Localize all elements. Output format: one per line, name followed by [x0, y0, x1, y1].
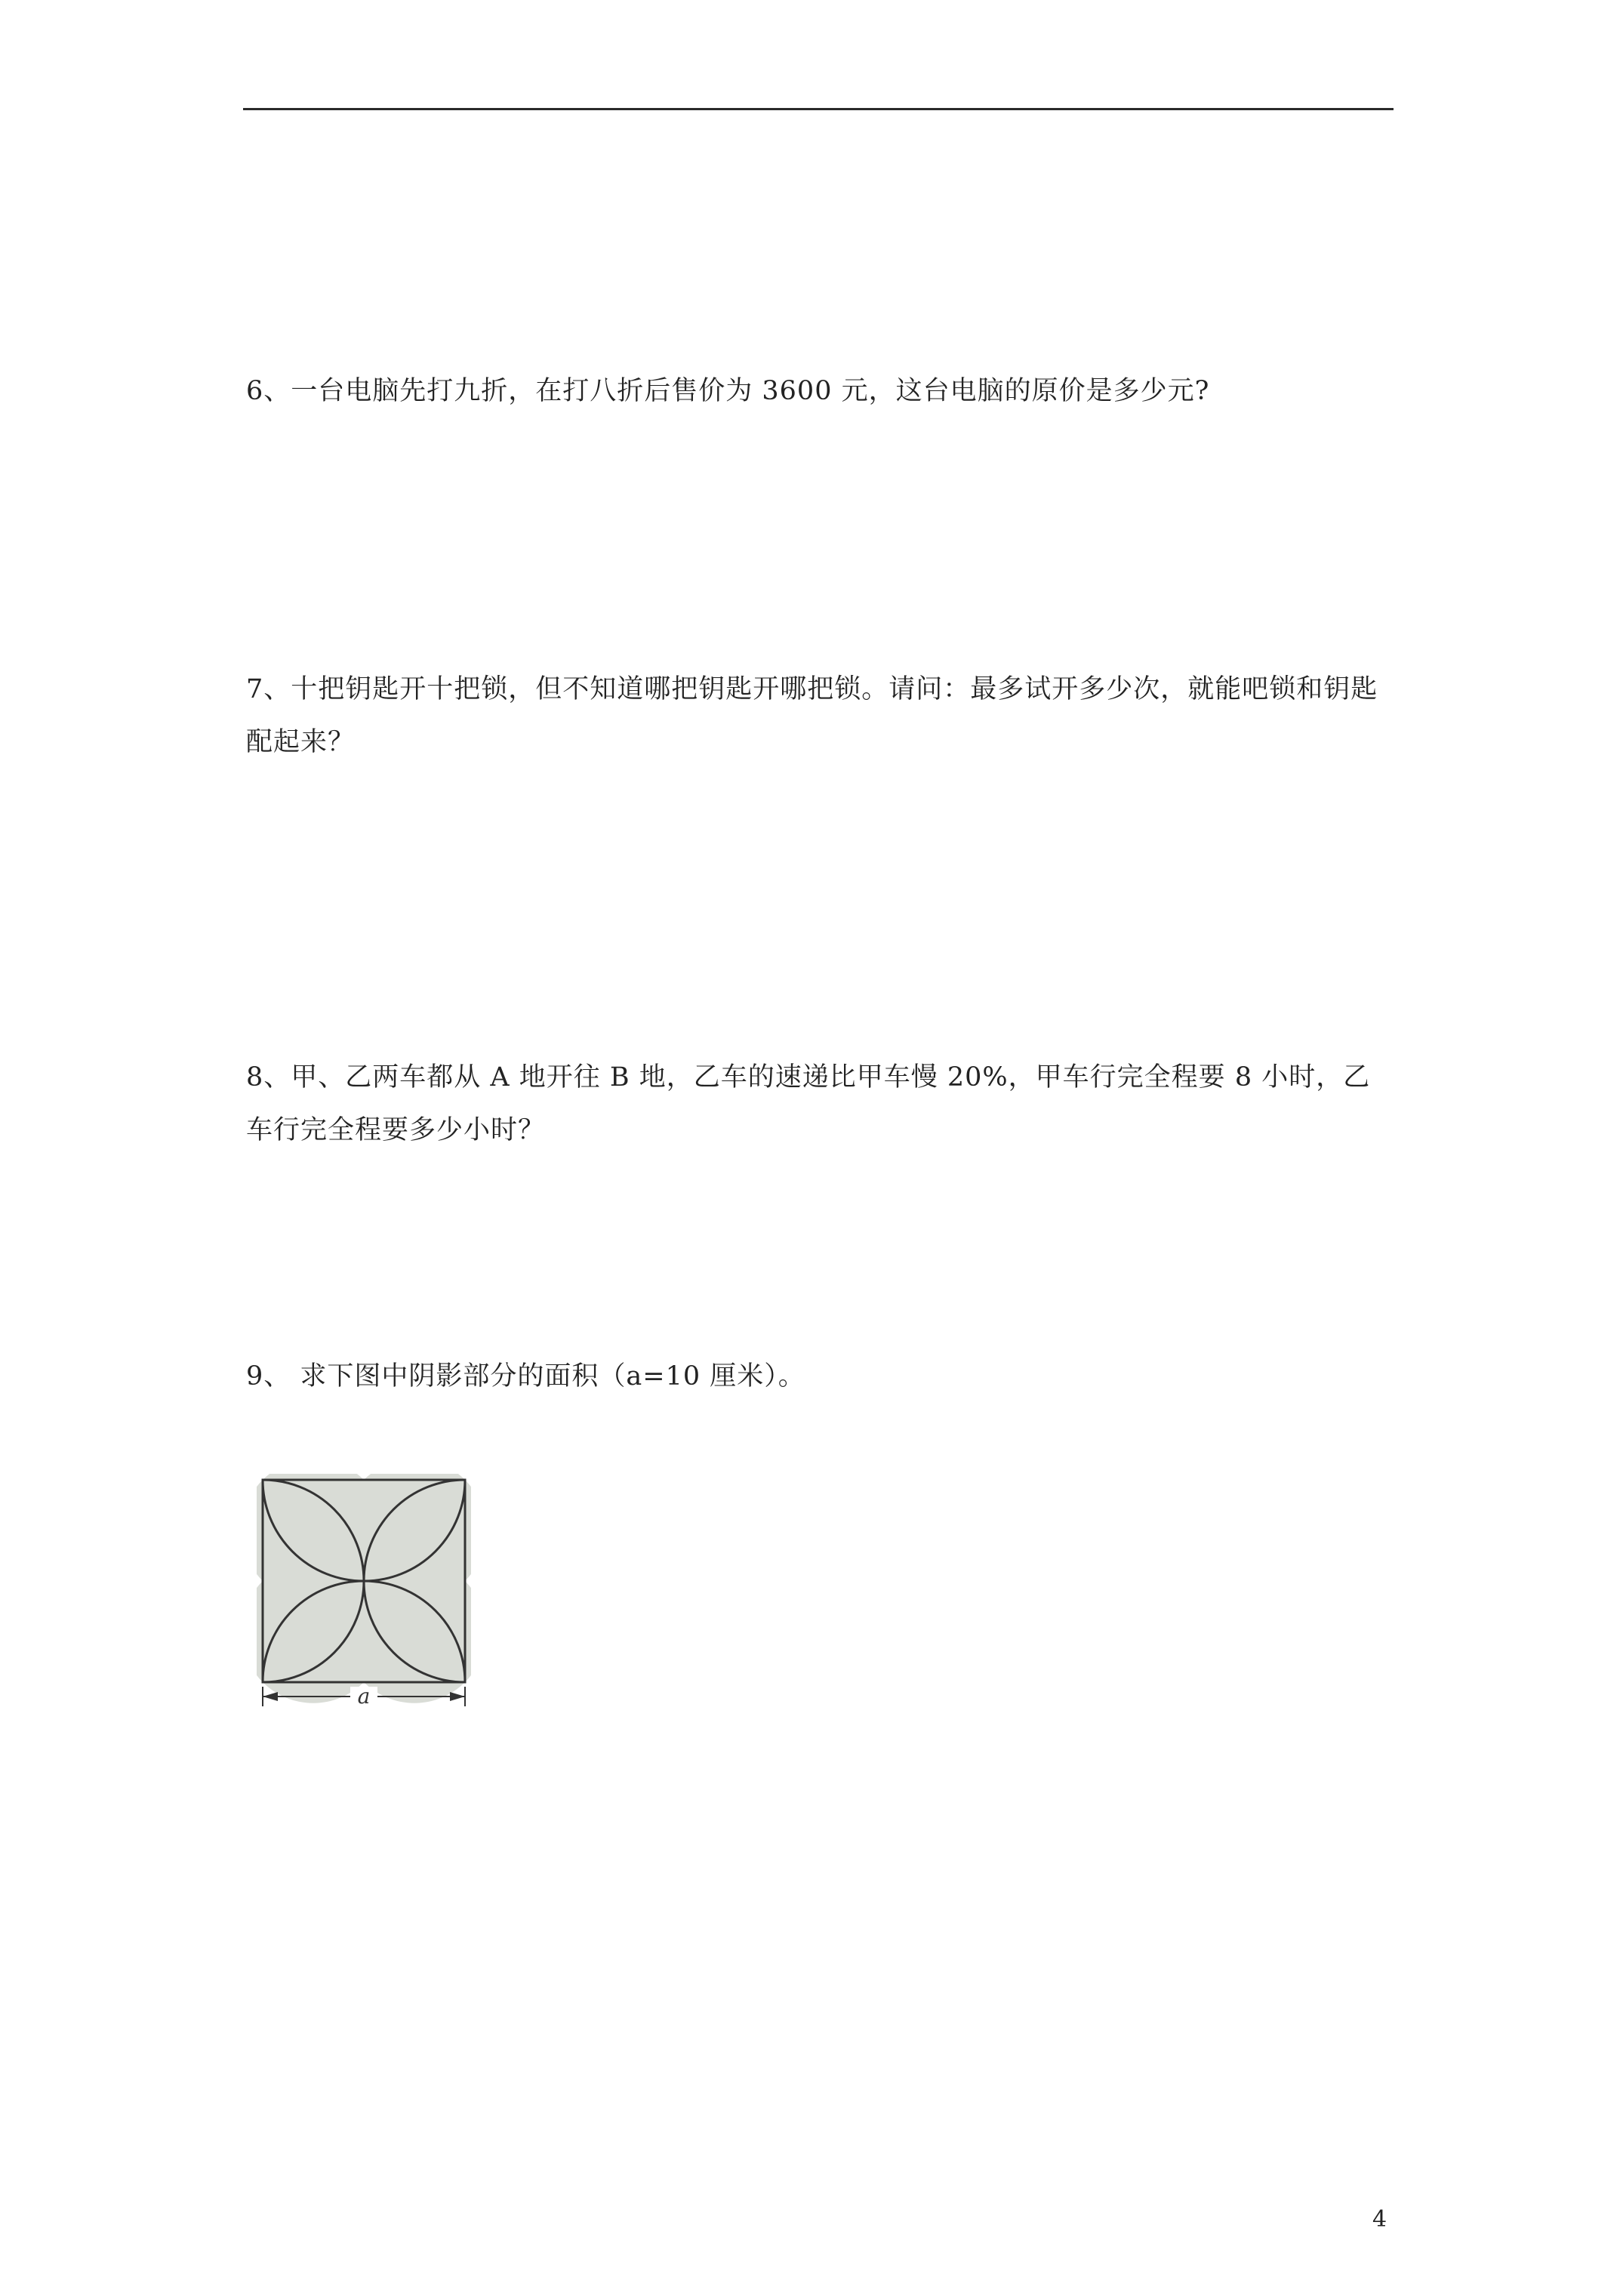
question-8: 8、甲、乙两车都从 A 地开往 B 地，乙车的速递比甲车慢 20%，甲车行完全程要 8 小时，乙车行完全程要多少小时？ — [246, 1062, 1371, 1145]
question-9: 9、 求下图中阴影部分的面积（a=10 厘米）。 — [246, 1361, 805, 1391]
question-6: 6、一台电脑先打九折，在打八折后售价为 3600 元，这台电脑的原价是多少元? — [246, 376, 1210, 406]
four-petal-figure — [257, 1474, 471, 1709]
dimension-label: a — [357, 1684, 371, 1709]
header-rule — [243, 108, 1394, 110]
question-7: 7、十把钥匙开十把锁，但不知道哪把钥匙开哪把锁。请问：最多试开多少次，就能吧锁和钥匙配起来？ — [246, 674, 1378, 757]
page-number: 4 — [1372, 2206, 1387, 2233]
